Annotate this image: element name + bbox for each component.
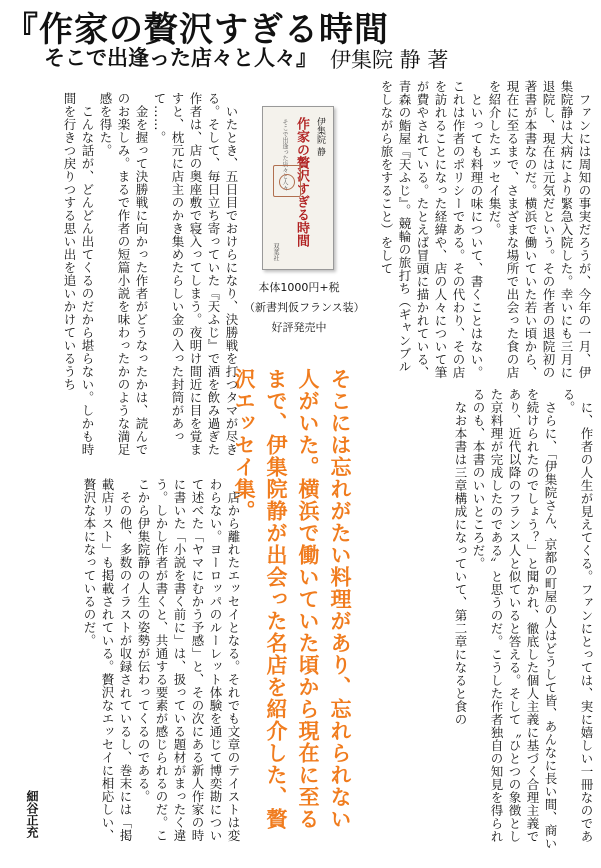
- paragraph: ファンには周知の事実だろうが、今年の一月、伊集院静は大病により緊急入院した。幸いにも三月に退院し、現在は元気だという。その作者の退院初の著書が本書なのだ。横浜で働いていた若い頃から、現在に至るまで、さまざまな場所で出会った食の店を紹介したエッセイ集だ。: [487, 80, 592, 379]
- paragraph: 金を握って決勝戦に向かった作者がどうなったかは、読んでのお楽しみ。まるで作者の短篇小説を味わったかのような満足感を得た。: [98, 92, 149, 456]
- author-byline: 伊集院 静 著: [330, 48, 449, 72]
- body-upper-left: [12, 92, 240, 464]
- body-lower-left: [46, 478, 242, 850]
- paragraph: いたとき、五日目でおけらになり、決勝戦を打つタマが尽きる。そして、毎日立ち寄っていた『天ふじ』で酒を飲み過ぎた作者は、店の奥座敷で寝入ってしまう。夜明け間近に目を覚ますと、枕元に店主のかき集めたらしい金の入った封筒があって……。: [152, 92, 239, 456]
- article-subtitle: そこで出逢った店々と人々』: [44, 46, 317, 70]
- reviewer-signature: 細谷正充: [25, 790, 39, 838]
- paragraph: 店から離れたエッセイとなる。それでも文章のテイストは変わらない。ヨーロッパのルーレット体験を通じて博奕勘について述べた「ヤマにむかう予感」と、その次にある新人作家の時に書いた「小説を書く前に」は、扱っている題材がまったく違う。しかし作者が書くと、共通する要素が感じられるのだ。ここから伊集院静の人生の姿勢が伝わってくるのである。: [136, 478, 241, 842]
- paragraph: に、作者の人生が見えてくる。ファンにとっては、実に嬉しい一冊なのである。: [561, 388, 594, 843]
- price: 本体1000円+税: [258, 281, 340, 294]
- paragraph: といっても料理の味について、書くことはない。これは作者のポリシーである。その代わり、その店を訪れることになった経緯や、店の人々について筆が費やされている。たとえば冒頭に描かれている、青森の鮨屋『天ふじ』。競輪の旅打ち（ギャンブルをしながら旅をすること）をして: [379, 80, 484, 379]
- paragraph: さらに、「伊集院さん、京都の町屋の人はどうして皆、あんなに長い間、商いを続けられたのでしょう？」と聞かれ、徹底した個人主義に基づく合理主義であり、近代以降のフランス人と似ていると答える。そして〝ひとつの象徴とした京料理が完成したのである〟と思うのだ。こうした作者独自の知見を得られるのも、本書のいいところだ。: [471, 388, 558, 850]
- book-cover-title: 作家の贅沢すぎる時間: [294, 117, 309, 247]
- book-cover: [262, 106, 334, 270]
- pull-quote: そこには忘れがたい料理があり、忘れられない人がいた。横浜で働いていた頃から現在に至るまで、伊集院静が出会った名店を紹介した、贅沢エッセイ集。: [232, 368, 352, 830]
- book-cover-subtitle: そこで出逢った店々と人々: [281, 119, 288, 191]
- paragraph: こんな話が、どんどん出てくるのだから堪らない。しかも時間を行きつ戻りつする思い出を追いかけているうち: [62, 92, 95, 456]
- price-info: [244, 278, 365, 338]
- book-cover-publisher: 双葉社: [272, 243, 279, 261]
- article-title: 『作家の贅沢すぎる時間: [4, 10, 389, 50]
- paragraph: なお本書は三章構成になっていて、第二章になると食の: [453, 400, 468, 726]
- release-status: 好評発売中: [271, 321, 327, 334]
- book-format: （新書判仮フランス装）: [244, 301, 365, 314]
- body-upper-right: [361, 80, 593, 380]
- body-lower-right: [359, 388, 595, 850]
- cover-illustration: [273, 165, 301, 197]
- paragraph: その他、多数のイラストが収録されているし、巻末には「掲載店リスト」も掲載されている。贅沢なエッセイに相応しい、贅沢な本になっているのだ。: [82, 478, 133, 842]
- book-cover-author: 伊集院 静: [315, 117, 325, 156]
